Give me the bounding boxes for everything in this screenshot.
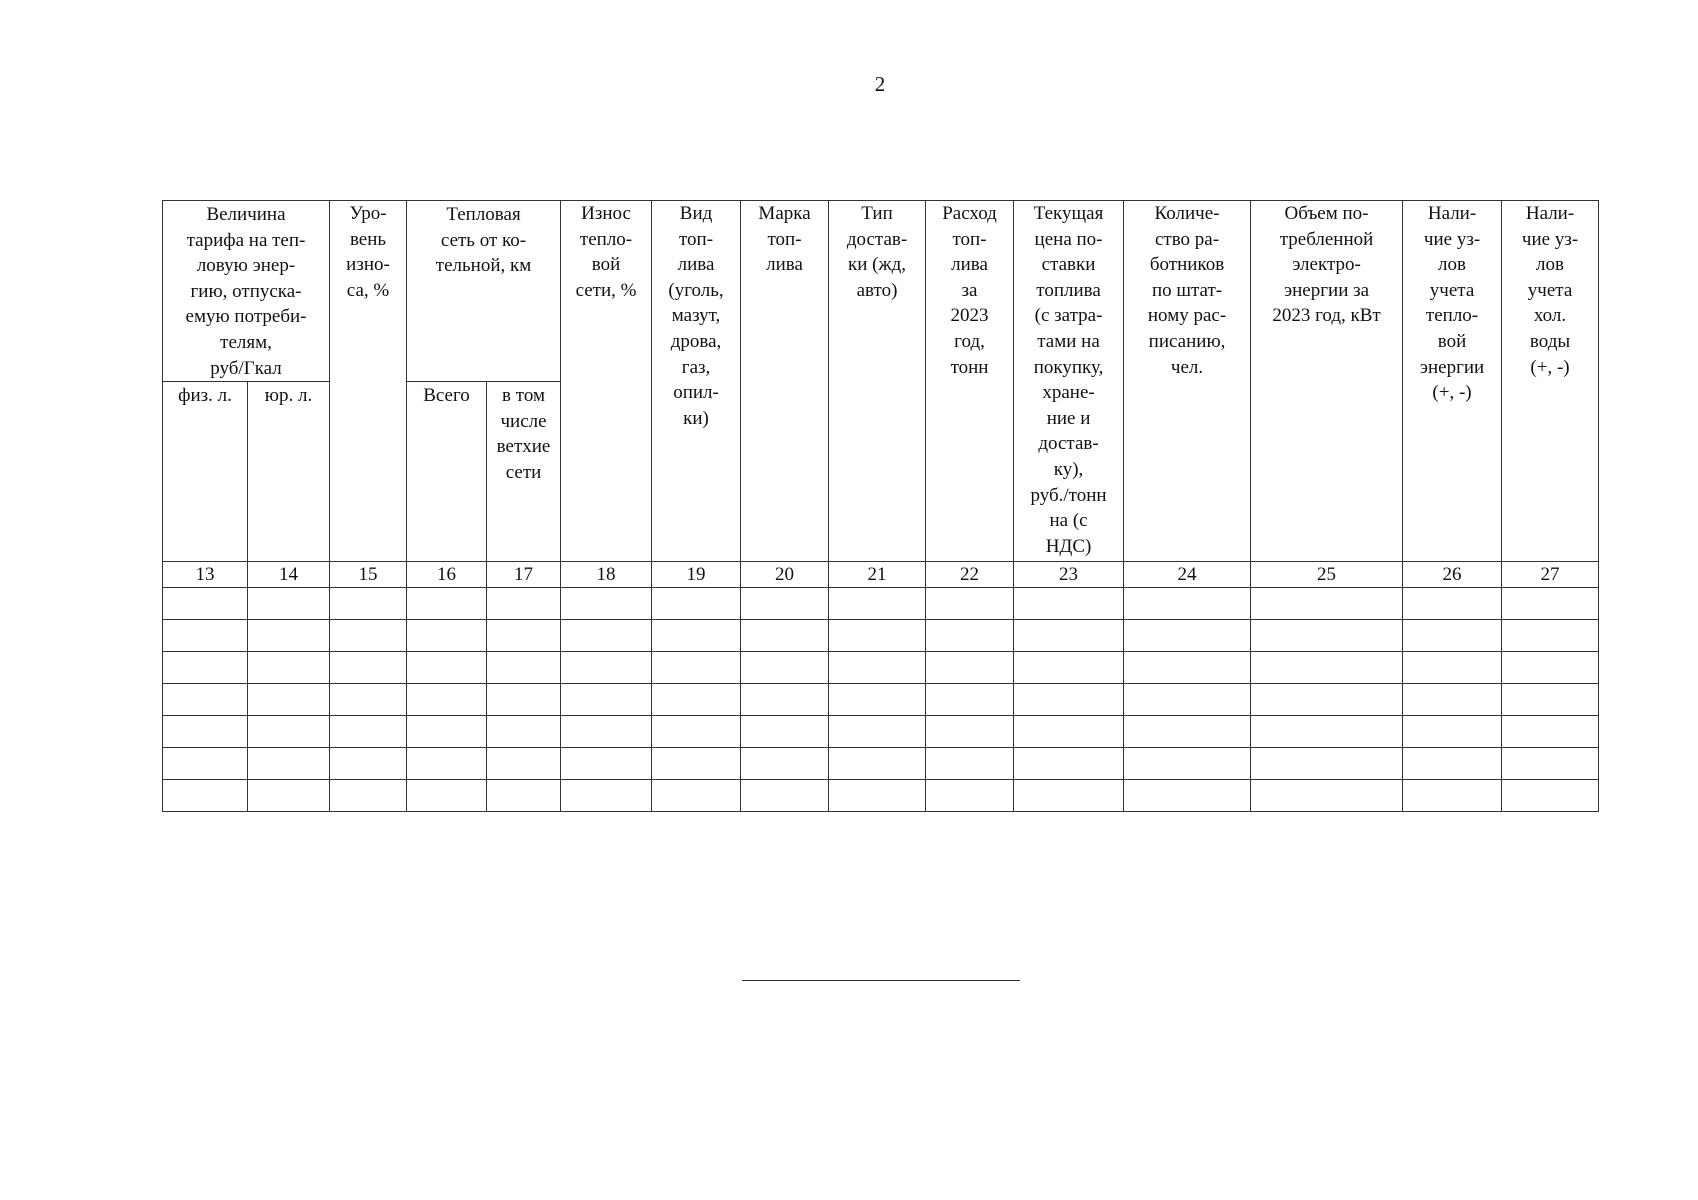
data-table [162,200,1599,812]
table-cell [1403,652,1502,684]
table-cell [1502,620,1599,652]
header-fuel-consumption: Расход топ- лива за 2023 год, тонн [926,201,1014,562]
table-cell [561,652,652,684]
table-cell [652,620,741,652]
table-cell [248,748,330,780]
table-cell [1251,748,1403,780]
table-cell [407,748,487,780]
table-cell [1014,652,1124,684]
table-cell [163,780,248,812]
table-cell [926,652,1014,684]
header-delivery-type: Тип достав- ки (жд, авто) [829,201,926,562]
table-cell [1502,588,1599,620]
table-cell [407,780,487,812]
header-heat-meters: Нали- чие уз- лов учета тепло- вой энергии (+, -) [1403,201,1502,562]
header-network-wear: Износ тепло- вой сети, % [561,201,652,562]
table-cell [829,748,926,780]
table-cell [487,620,561,652]
table-cell [741,620,829,652]
table-cell [248,780,330,812]
table-cell [1502,716,1599,748]
table-cell [1251,780,1403,812]
page-number: 2 [874,72,886,96]
header-staff-count: Количе- ство ра- ботников по штат- ному рас- писанию, чел. [1124,201,1251,562]
table-cell [330,684,407,716]
table-cell [829,588,926,620]
column-number: 15 [330,562,407,588]
column-number: 21 [829,562,926,588]
table-cell [926,780,1014,812]
table-cell [652,780,741,812]
table-cell [1502,748,1599,780]
header-legal-entities: юр. л. [248,382,330,562]
table-cell [561,748,652,780]
header-fuel-type: Вид топ- лива (уголь, мазут, дрова, газ, опил- ки) [652,201,741,562]
column-number: 13 [163,562,248,588]
column-number: 22 [926,562,1014,588]
header-network-dilapidated: в том числе ветхие сети [487,382,561,562]
table-row [163,716,1599,748]
table-cell [1124,620,1251,652]
table-row [163,620,1599,652]
header-individuals: физ. л. [163,382,248,562]
table-cell [248,620,330,652]
table-cell [1251,652,1403,684]
column-number: 16 [407,562,487,588]
table-cell [330,716,407,748]
header-network-total: Всего [407,382,487,562]
header-heat-network: Тепловая сеть от ко- тельной, км [407,201,561,382]
table-cell [741,652,829,684]
table-cell [487,588,561,620]
table-cell [741,588,829,620]
table-cell [829,780,926,812]
table-cell [330,780,407,812]
table-cell [1124,652,1251,684]
table-cell [829,684,926,716]
table-cell [330,588,407,620]
table-row [163,684,1599,716]
table-cell [163,652,248,684]
table-cell [561,620,652,652]
column-number: 24 [1124,562,1251,588]
table-cell [926,684,1014,716]
table-cell [163,684,248,716]
table-cell [652,716,741,748]
table-cell [248,684,330,716]
header-fuel-grade: Марка топ- лива [741,201,829,562]
table-cell [561,780,652,812]
table-cell [487,716,561,748]
column-number: 27 [1502,562,1599,588]
table-cell [741,780,829,812]
table-cell [1251,588,1403,620]
table-cell [1124,588,1251,620]
table-cell [163,748,248,780]
table-cell [1403,684,1502,716]
table-cell [1403,716,1502,748]
table-cell [652,588,741,620]
table-cell [1251,620,1403,652]
column-number: 19 [652,562,741,588]
table-cell [330,620,407,652]
table-cell [1014,620,1124,652]
table-cell [926,620,1014,652]
table-row [163,652,1599,684]
table-cell [652,748,741,780]
table-cell [1014,684,1124,716]
table-cell [561,684,652,716]
header-fuel-price: Текущая цена по- ставки топлива (с затра- тами на покупку, хране- ние и достав- ку), руб./тонн на (с НДС) [1014,201,1124,562]
header-water-meters: Нали- чие уз- лов учета хол. воды (+, -) [1502,201,1599,562]
table-cell [1502,780,1599,812]
table-cell [1014,588,1124,620]
table-cell [248,588,330,620]
table-cell [163,620,248,652]
table-cell [407,684,487,716]
table-cell [741,684,829,716]
table-cell [487,780,561,812]
table-cell [829,716,926,748]
column-number: 20 [741,562,829,588]
table-cell [163,716,248,748]
column-number: 26 [1403,562,1502,588]
table-cell [561,588,652,620]
table-cell [407,716,487,748]
table-cell [829,620,926,652]
table-cell [1014,716,1124,748]
table-row [163,588,1599,620]
table-cell [1014,748,1124,780]
table-cell [652,684,741,716]
table-cell [926,716,1014,748]
table-row [163,780,1599,812]
table-cell [163,588,248,620]
table-cell [926,748,1014,780]
table-cell [1124,684,1251,716]
table-cell [741,748,829,780]
table-cell [248,652,330,684]
table-cell [330,652,407,684]
header-electricity-volume: Объем по- требленной электро- энергии за 2023 год, кВт [1251,201,1403,562]
table-cell [1403,620,1502,652]
column-numbers-row [163,562,1599,588]
table-cell [248,716,330,748]
column-number: 14 [248,562,330,588]
column-number: 18 [561,562,652,588]
table-cell [487,652,561,684]
table-cell [829,652,926,684]
table-cell [1251,684,1403,716]
table-cell [652,652,741,684]
table-cell [487,684,561,716]
table-cell [1502,652,1599,684]
table-cell [1124,780,1251,812]
table-cell [1403,588,1502,620]
column-number: 23 [1014,562,1124,588]
table-cell [741,716,829,748]
column-number: 17 [487,562,561,588]
table-cell [330,748,407,780]
table-cell [407,588,487,620]
table-cell [1403,780,1502,812]
header-wear-level: Уро- вень изно- са, % [330,201,407,562]
table-cell [1502,684,1599,716]
table-cell [407,620,487,652]
table-cell [1251,716,1403,748]
table-row [163,748,1599,780]
header-row-main [163,201,1599,382]
column-number: 25 [1251,562,1403,588]
table-cell [926,588,1014,620]
empty-rows [163,588,1599,812]
table-cell [407,652,487,684]
table-cell [1403,748,1502,780]
footer-divider [742,980,1020,981]
table-cell [487,748,561,780]
table-cell [1014,780,1124,812]
table-cell [1124,716,1251,748]
header-tariff: Величина тарифа на теп- ловую энер- гию, отпуска- емую потреби- телям, руб/Гкал [163,201,330,382]
table-cell [1124,748,1251,780]
table-cell [561,716,652,748]
